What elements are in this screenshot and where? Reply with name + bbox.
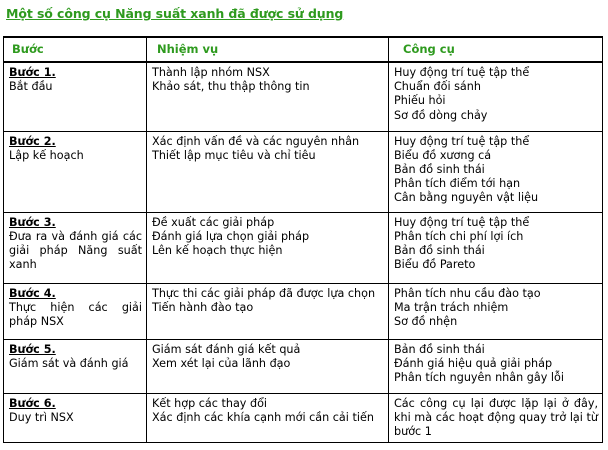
task-cell [147,62,389,131]
table-row [4,393,603,443]
step-cell [4,393,147,443]
task-item: Đánh giá lựa chọn giải pháp [152,229,310,243]
table-row [4,339,603,393]
task-item: Thành lập nhóm NSX [152,66,270,79]
task-cell [147,212,389,283]
task-item: Xác định các khía cạnh mới cần cải tiến [152,410,374,424]
step-name: Bước 6. [9,396,56,410]
tool-item: Phân tích nguyên nhân gây lỗi [394,370,564,384]
table-body [4,62,603,443]
column-header-task: Nhiệm vụ [147,37,389,62]
tool-cell [389,131,603,212]
tool-item: Biểu đồ xương cá [394,148,492,162]
tool-item: Phiếu hỏi [394,94,446,108]
green-productivity-tools-table [3,36,603,443]
task-cell [147,339,389,393]
table-header-row [4,37,603,62]
task-cell [147,393,389,443]
page-title: Một số công cụ Năng suất xanh đã được sử dụng [6,6,344,21]
tool-item: Phân tích điểm tới hạn [394,177,521,191]
tool-item: Biểu đồ Pareto [394,258,476,272]
tool-cell [389,393,603,443]
task-cell [147,283,389,339]
tool-cell [389,62,603,131]
task-cell [147,131,389,212]
tool-item: Bản đồ sinh thái [394,162,485,176]
task-item: Lên kế hoạch thực hiện [152,243,283,257]
tool-item: Sơ đồ nhện [394,314,458,328]
task-item: Giám sát đánh giá kết quả [152,342,301,356]
task-item: Kết hợp các thay đổi [152,396,268,410]
task-item: Khảo sát, thu thập thông tin [152,80,310,94]
tool-item: Phân tích chi phí lợi ích [394,229,524,243]
step-description: Duy trì NSX [9,410,74,424]
tool-item: Bản đồ sinh thái [394,342,485,356]
table-row [4,283,603,339]
tool-cell [389,212,603,283]
tool-cell [389,339,603,393]
tool-cell [389,283,603,339]
tool-item: Các công cụ lại được lặp lại ở đây, khi mà các hoạt động quay trở lại từ bước 1 [394,396,598,438]
tool-item: Ma trận trách nhiệm [394,300,509,314]
tool-item: Huy động trí tuệ tập thể [394,66,530,79]
tool-item: Chuẩn đối sánh [394,80,481,94]
step-cell [4,339,147,393]
task-item: Đề xuất các giải pháp [152,215,275,229]
tool-item: Đánh giá hiệu quả giải pháp [394,356,553,370]
step-cell [4,283,147,339]
step-description: Giám sát và đánh giá [9,356,129,370]
task-item: Thiết lập mục tiêu và chỉ tiêu [152,148,316,162]
step-name: Bước 4. [9,286,56,300]
tool-item: Huy động trí tuệ tập thể [394,134,530,148]
tool-item: Sơ đồ dòng chảy [394,108,488,122]
step-name: Bước 5. [9,342,56,356]
step-cell [4,62,147,131]
step-name: Bước 3. [9,215,56,229]
step-description: Thực hiện các giải pháp NSX [9,300,142,328]
column-header-tool: Công cụ [389,37,603,62]
table-row [4,131,603,212]
table-row [4,62,603,131]
step-cell [4,131,147,212]
tool-item: Bản đồ sinh thái [394,243,485,257]
step-name: Bước 1. [9,66,56,79]
table-row [4,212,603,283]
task-item: Xem xét lại của lãnh đạo [152,356,291,370]
step-cell [4,212,147,283]
task-item: Xác định vấn đề và các nguyên nhân [152,134,360,148]
tool-item: Huy động trí tuệ tập thể [394,215,530,229]
tool-item: Cân bằng nguyên vật liệu [394,191,539,205]
tool-item: Phân tích nhu cầu đào tạo [394,286,541,300]
step-description: Bắt đầu [9,80,53,94]
column-header-step: Bước [4,37,147,62]
task-item: Tiến hành đào tạo [152,300,254,314]
task-item: Thực thi các giải pháp đã được lựa chọn [152,286,376,300]
step-name: Bước 2. [9,134,56,148]
step-description: Lập kế hoạch [9,148,84,162]
step-description: Đưa ra và đánh giá các giải pháp Năng suất xanh [9,229,142,272]
